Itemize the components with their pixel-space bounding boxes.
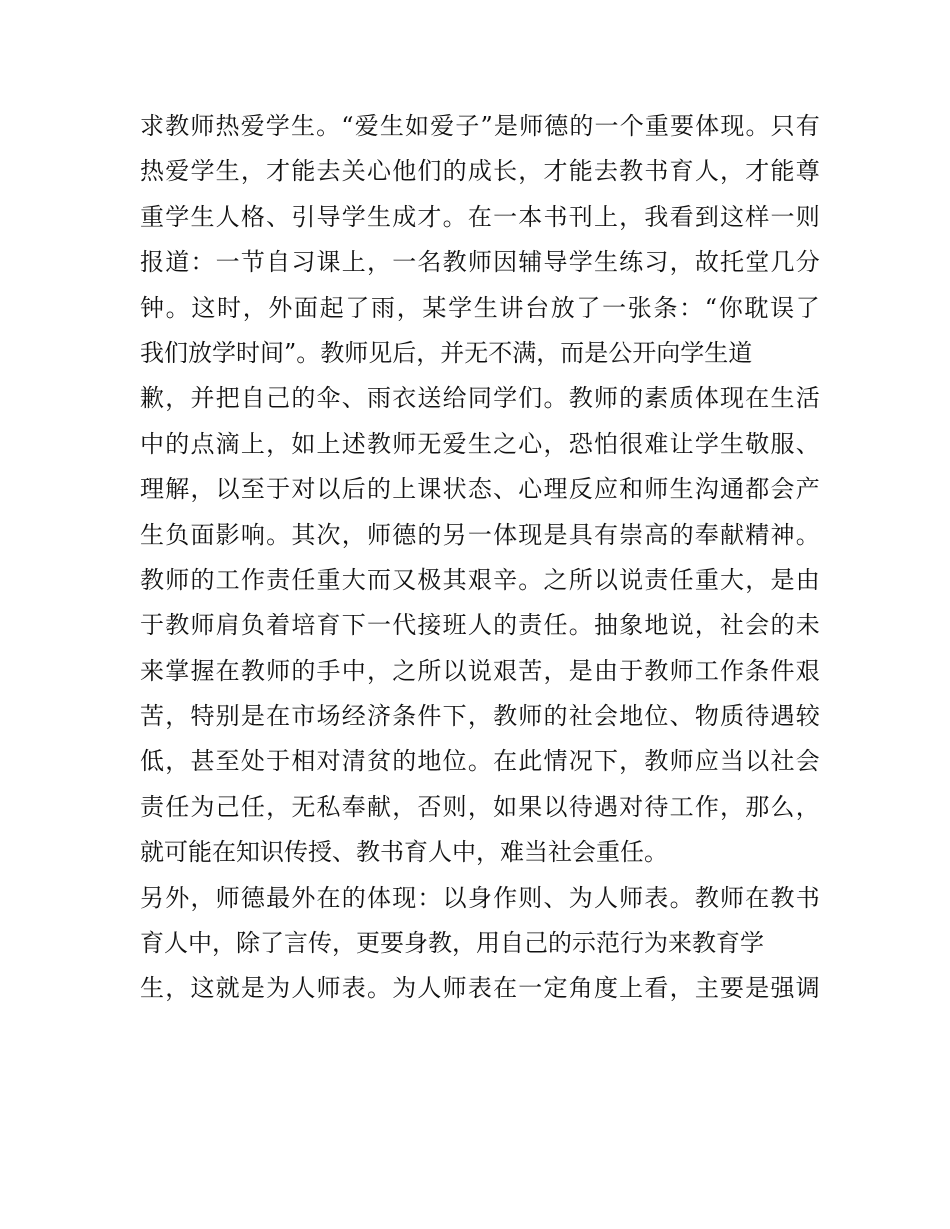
text-line: 重 学 生 人 格 、 引 导 学 生 成 才 。 在 一 本 书 刊 上 ， 我 看 到 这 样 一 则 — [140, 202, 820, 231]
text-line: 育人中，除了言传，更要身教，用自己的示范行为来教育学 — [140, 929, 764, 958]
text-line: 理 解 ， 以 至 于 对 以 后 的 上 课 状 态 、 心 理 反 应 和 师 生 沟 通 都 会 产 — [140, 475, 820, 504]
body-text — [140, 104, 820, 1012]
text-line: 求 教 师 热 爱 学 生 。 “ 爱 生 如 爱 子 ” 是 师 德 的 一 个 重 要 体 现 。 只 有 — [140, 112, 820, 140]
text-line: 热 爱 学 生 ， 才 能 去 关 心 他 们 的 成 长 ， 才 能 去 教 书 育 人 ， 才 能 尊 — [140, 157, 820, 186]
text-line: 教 师 的 工 作 责 任 重 大 而 又 极 其 艰 辛 。 之 所 以 说 责 任 重 大 ， 是 由 — [140, 565, 820, 594]
text-line: 苦 ， 特 别 是 在 市 场 经 济 条 件 下 ， 教 师 的 社 会 地 位 、 物 质 待 遇 较 — [140, 702, 820, 731]
text-line: 生 ， 这 就 是 为 人 师 表 。 为 人 师 表 在 一 定 角 度 上 看 ， 主 要 是 强 调 — [140, 974, 820, 1003]
text-line: 生 负 面 影 响 。 其 次 ， 师 德 的 另 一 体 现 是 具 有 崇 高 的 奉 献 精 神 。 — [140, 520, 820, 549]
text-line: 责 任 为 己 任 ， 无 私 奉 献 ， 否 则 ， 如 果 以 待 遇 对 待 工 作 ， 那 么 ， — [140, 792, 820, 821]
text-line: 低 ， 甚 至 处 于 相 对 清 贫 的 地 位 。 在 此 情 况 下 ， 教 师 应 当 以 社 会 — [140, 747, 820, 776]
text-line: 另 外 ， 师 德 最 外 在 的 体 现 ： 以 身 作 则 、 为 人 师 表 。 教 师 在 教 书 — [140, 883, 820, 912]
text-line: 我们放学时间”。教师见后，并无不满，而是公开向学生道 — [140, 338, 753, 367]
text-line: 就可能在知识传授、教书育人中，难当社会重任。 — [140, 838, 668, 867]
text-line: 歉 ， 并 把 自 己 的 伞 、 雨 衣 送 给 同 学 们 。 教 师 的 素 质 体 现 在 生 活 — [140, 384, 820, 413]
text-line: 中 的 点 滴 上 ， 如 上 述 教 师 无 爱 生 之 心 ， 恐 怕 很 难 让 学 生 敬 服 、 — [140, 429, 820, 458]
text-line: 来 掌 握 在 教 师 的 手 中 ， 之 所 以 说 艰 苦 ， 是 由 于 教 师 工 作 条 件 艰 — [140, 656, 820, 685]
text-line: 于 教 师 肩 负 着 培 育 下 一 代 接 班 人 的 责 任 。 抽 象 地 说 ， 社 会 的 未 — [140, 611, 820, 640]
text-line: 报 道 ： 一 节 自 习 课 上 ， 一 名 教 师 因 辅 导 学 生 练 习 ， 故 托 堂 几 分 — [140, 248, 820, 277]
text-line: 钟 。 这 时 ， 外 面 起 了 雨 ， 某 学 生 讲 台 放 了 一 张 条 ： “ 你 耽 误 了 — [140, 293, 820, 322]
